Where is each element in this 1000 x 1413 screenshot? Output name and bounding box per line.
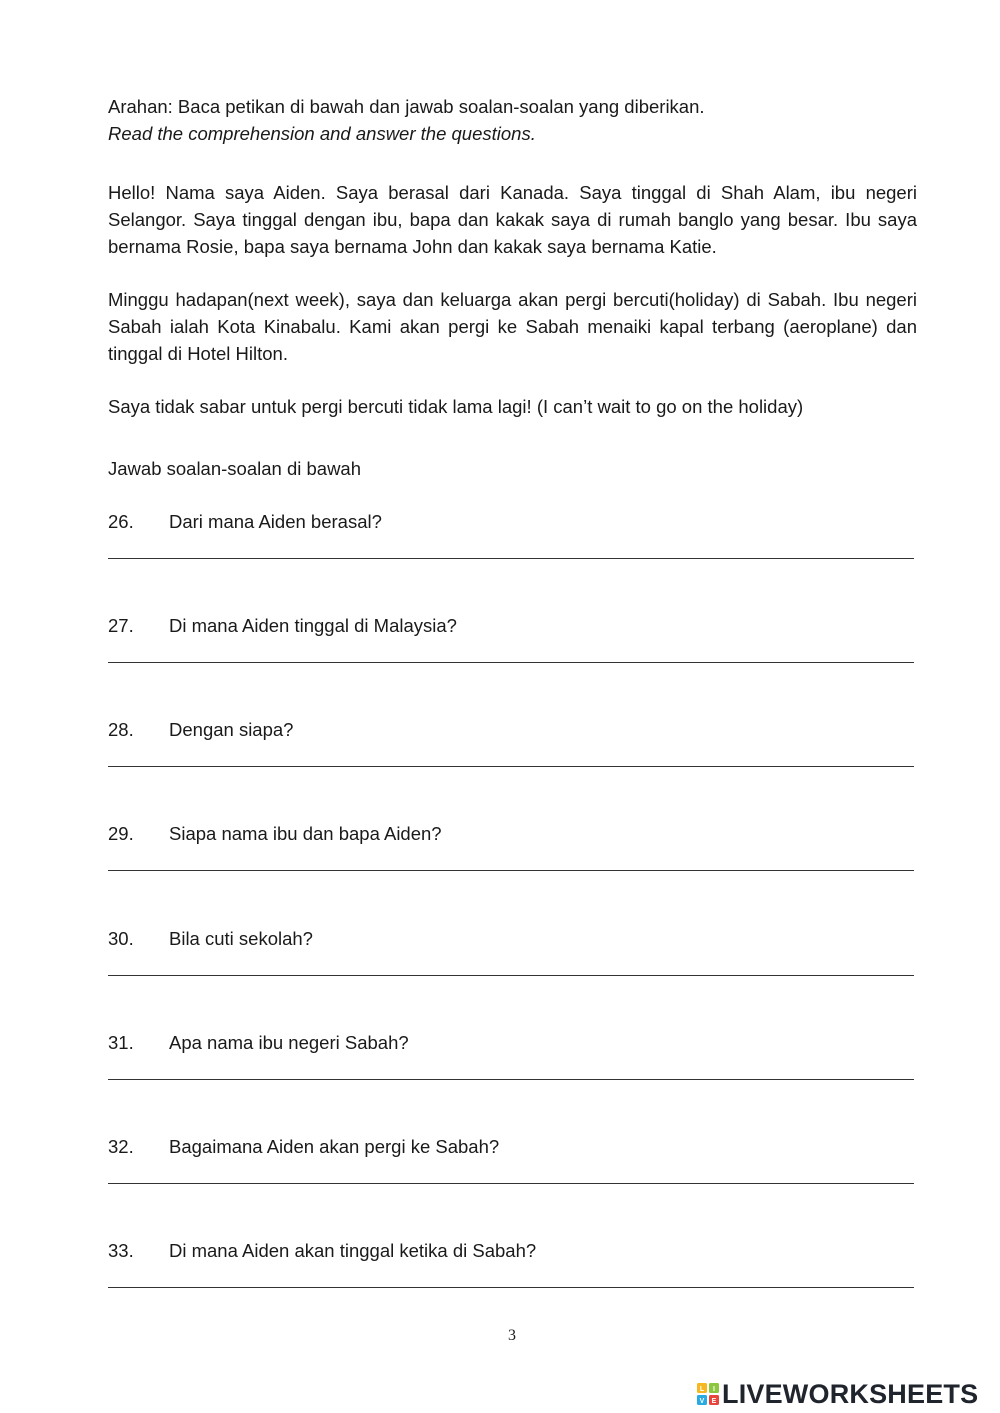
- question-30: [108, 925, 916, 985]
- question-text: Bila cuti sekolah?: [169, 928, 313, 949]
- question-28: [108, 716, 916, 776]
- question-number: 28.: [108, 719, 134, 740]
- answer-line[interactable]: [108, 662, 914, 663]
- answer-line[interactable]: [108, 558, 914, 559]
- passage-paragraph-2: Minggu hadapan(next week), saya dan keluarga akan pergi bercuti(holiday) di Sabah. Ibu negeri Sabah ialah Kota Kinabalu. Kami akan pergi ke Sabah menaiki kapal terbang (aeroplane) dan tinggal di Hotel Hilton.: [108, 289, 917, 364]
- question-text: Dengan siapa?: [169, 719, 294, 740]
- question-number: 33.: [108, 1240, 134, 1261]
- answer-line[interactable]: [108, 975, 914, 976]
- liveworksheets-logo-icon: [697, 1383, 719, 1405]
- answer-line[interactable]: [108, 1079, 914, 1080]
- question-31: [108, 1029, 916, 1089]
- svg-text:L: L: [699, 1386, 705, 1393]
- liveworksheets-brand[interactable]: [697, 1380, 978, 1408]
- svg-text:I: I: [713, 1386, 715, 1393]
- brand-text: LIVEWORKSHEETS: [722, 1379, 979, 1409]
- passage-paragraph-3: Saya tidak sabar untuk pergi bercuti tidak lama lagi! (I can’t wait to go on the holiday): [108, 396, 804, 417]
- question-33: [108, 1237, 916, 1297]
- question-number: 27.: [108, 615, 134, 636]
- svg-text:V: V: [699, 1398, 705, 1405]
- question-number: 30.: [108, 928, 134, 949]
- questions-prompt: Jawab soalan-soalan di bawah: [108, 458, 362, 479]
- question-29: [108, 820, 916, 880]
- question-text: Apa nama ibu negeri Sabah?: [169, 1032, 409, 1053]
- question-text: Di mana Aiden tinggal di Malaysia?: [169, 615, 457, 636]
- answer-line[interactable]: [108, 1183, 914, 1184]
- question-number: 31.: [108, 1032, 134, 1053]
- answer-line[interactable]: [108, 1287, 914, 1288]
- question-32: [108, 1133, 916, 1193]
- question-27: [108, 612, 916, 672]
- page-number: 3: [508, 1327, 516, 1344]
- instructions-english: Read the comprehension and answer the questions.: [108, 123, 536, 144]
- instructions-malay: Arahan: Baca petikan di bawah dan jawab soalan-soalan yang diberikan.: [108, 96, 705, 117]
- question-text: Siapa nama ibu dan bapa Aiden?: [169, 823, 442, 844]
- question-number: 32.: [108, 1136, 134, 1157]
- question-text: Dari mana Aiden berasal?: [169, 511, 382, 532]
- question-26: [108, 508, 916, 568]
- question-text: Di mana Aiden akan tinggal ketika di Sabah?: [169, 1240, 537, 1261]
- instructions: [108, 93, 918, 147]
- question-number: 29.: [108, 823, 134, 844]
- question-number: 26.: [108, 511, 134, 532]
- answer-line[interactable]: [108, 766, 914, 767]
- passage-paragraph-1: Hello! Nama saya Aiden. Saya berasal dari Kanada. Saya tinggal di Shah Alam, ibu negeri Selangor. Saya tinggal dengan ibu, bapa dan kakak saya di rumah banglo yang besar. Ibu saya bernama Rosie, bapa saya bernama John dan kakak saya bernama Katie.: [108, 182, 917, 257]
- svg-text:E: E: [711, 1398, 717, 1405]
- answer-line[interactable]: [108, 870, 914, 871]
- question-text: Bagaimana Aiden akan pergi ke Sabah?: [169, 1136, 500, 1157]
